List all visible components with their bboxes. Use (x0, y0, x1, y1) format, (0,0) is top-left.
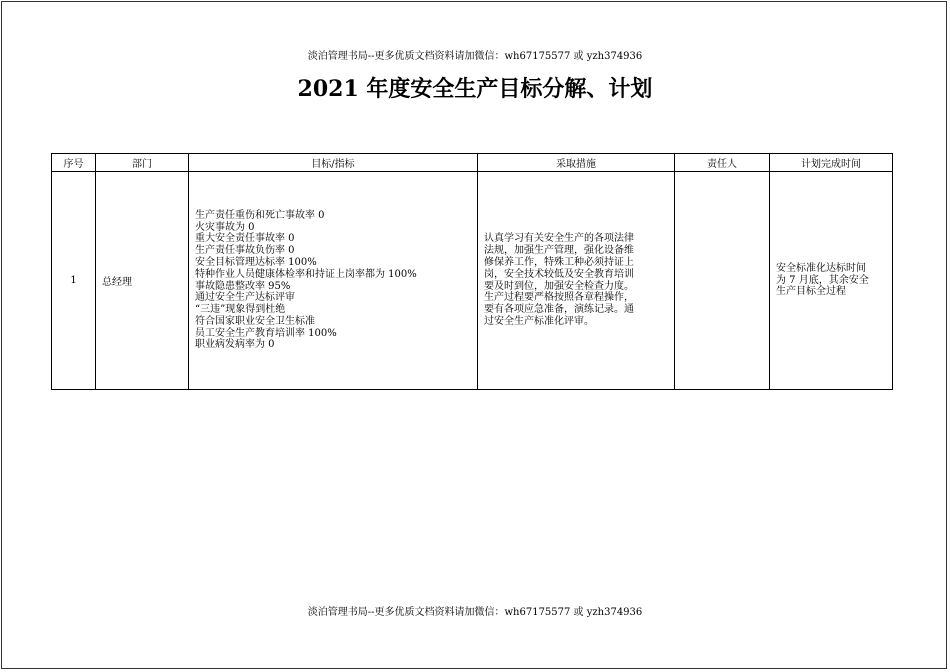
table-row (52, 172, 893, 390)
target-item: 重大安全责任事故率 0 (195, 233, 295, 245)
measures-line: 岗，安全技术较低及安全教育培训 (484, 268, 634, 280)
target-item: 安全目标管理达标率 100% (195, 256, 317, 268)
row-dept-cell: 总经理 (96, 172, 189, 390)
target-item: 通过安全生产达标评审 (195, 292, 295, 304)
document-title: 2021 年度安全生产目标分解、计划 (297, 76, 653, 102)
target-list (195, 210, 471, 352)
measures-line: 认真学习有关安全生产的各项法律 (484, 233, 634, 245)
target-item: 事故隐患整改率 95% (195, 280, 291, 292)
row-seq-cell: 1 (52, 172, 96, 390)
watermark-footer: 淡泊管理书局--更多优质文档资料请加微信：wh67175577 或 yzh374936 (307, 607, 643, 618)
measures-line: 要有各项应急准备，演练记录。通 (484, 304, 634, 316)
schedule-line: 生产目标全过程 (776, 286, 846, 298)
schedule-line: 为 7 月底，其余安全 (776, 274, 869, 286)
table-header-row (52, 154, 893, 172)
measures-line: 过安全生产标准化评审。 (484, 315, 594, 327)
header-seq: 序号 (52, 154, 96, 172)
header-dept: 部门 (96, 154, 189, 172)
target-item: 特种作业人员健康体检率和持证上岗率都为 100% (195, 268, 417, 280)
measures-line: 修保养工作，特殊工种必须持证上 (484, 256, 634, 268)
row-owner-cell (675, 172, 770, 390)
measures-line: 法规，加强生产管理，强化设备维 (484, 245, 634, 257)
watermark-header: 淡泊管理书局--更多优质文档资料请加微信：wh67175577 或 yzh374936 (307, 51, 643, 62)
target-item: 火灾事故为 0 (195, 221, 255, 233)
schedule-text (776, 263, 886, 298)
header-measures: 采取措施 (478, 154, 675, 172)
schedule-line: 安全标准化达标时间 (776, 262, 866, 274)
safety-plan-table (51, 153, 893, 390)
target-item: 生产责任重伤和死亡事故率 0 (195, 209, 325, 221)
measures-text (484, 233, 668, 327)
target-item: 生产责任事故负伤率 0 (195, 245, 295, 257)
row-schedule-cell (770, 172, 893, 390)
target-item: “三违”现象得到杜绝 (195, 304, 286, 316)
header-schedule: 计划完成时间 (770, 154, 893, 172)
header-target: 目标/指标 (189, 154, 478, 172)
row-measures-cell (478, 172, 675, 390)
target-item: 符合国家职业安全卫生标准 (195, 315, 315, 327)
header-owner: 责任人 (675, 154, 770, 172)
row-target-cell (189, 172, 478, 390)
measures-line: 生产过程要严格按照各章程操作， (484, 292, 634, 304)
measures-line: 要及时到位，加强安全检查力度。 (484, 280, 634, 292)
target-item: 员工安全生产教育培训率 100% (195, 327, 337, 339)
target-item: 职业病发病率为 0 (195, 339, 275, 351)
